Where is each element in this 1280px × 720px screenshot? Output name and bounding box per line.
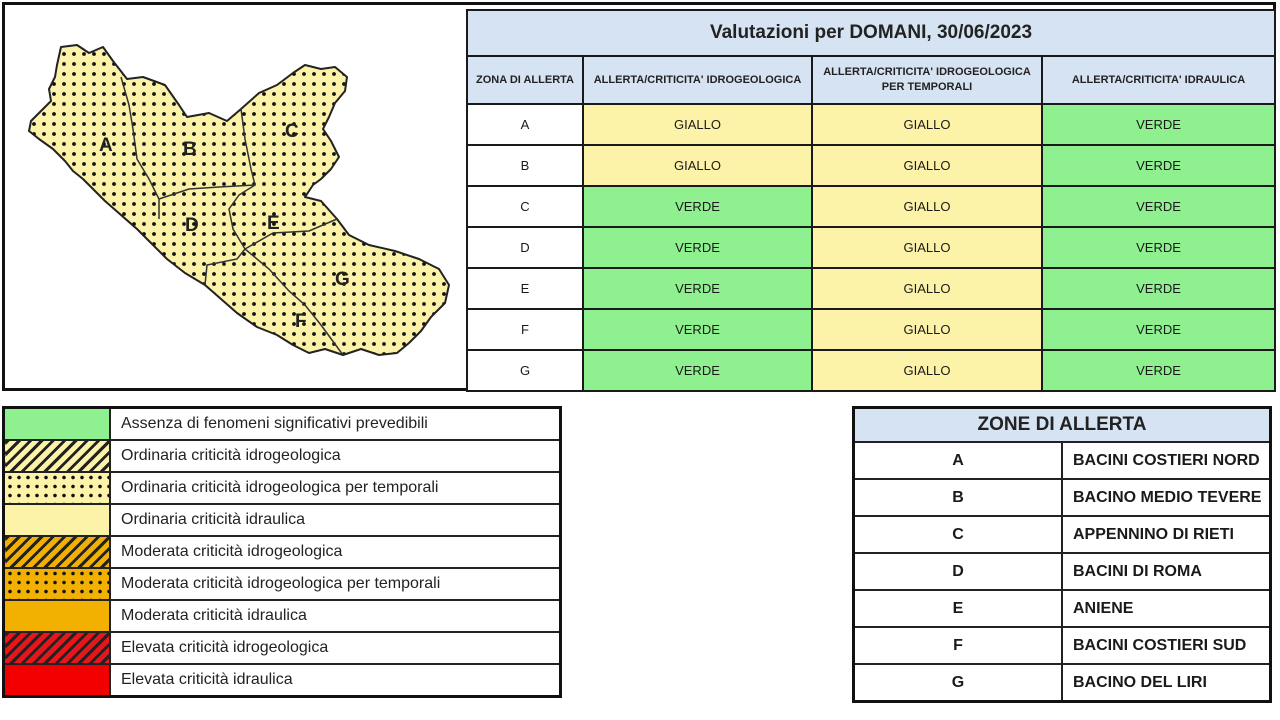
map-label-d: D xyxy=(185,215,199,236)
table-row xyxy=(467,309,1275,350)
legend-swatch-hatch-orange xyxy=(4,536,111,568)
table-row xyxy=(467,227,1275,268)
zone-row xyxy=(854,553,1271,590)
zone-row xyxy=(854,627,1271,664)
legend-swatch-orange xyxy=(4,600,111,632)
zone-letter: B xyxy=(854,479,1063,516)
cell-temporali: GIALLO xyxy=(812,268,1042,309)
zone-letter: G xyxy=(854,664,1063,702)
assessment-title: Valutazioni per DOMANI, 30/06/2023 xyxy=(467,10,1275,56)
row-zone: G xyxy=(467,350,583,391)
map-label-c: C xyxy=(285,121,299,142)
cell-idraulica: VERDE xyxy=(1042,309,1275,350)
row-zone: D xyxy=(467,227,583,268)
zone-row xyxy=(854,442,1271,479)
legend-row xyxy=(4,632,561,664)
cell-idraulica: VERDE xyxy=(1042,350,1275,391)
legend-swatch-yellow xyxy=(4,504,111,536)
assessment-panel xyxy=(2,2,1276,391)
legend-label: Elevata criticità idrogeologica xyxy=(110,632,561,664)
header-zona: ZONA DI ALLERTA xyxy=(467,56,583,104)
map-label-f: F xyxy=(295,311,307,332)
table-row xyxy=(467,145,1275,186)
zone-name: ANIENE xyxy=(1062,590,1271,627)
legend-swatch-hatch-yellow xyxy=(4,440,111,472)
zones-title: ZONE DI ALLERTA xyxy=(854,408,1271,443)
map-label-b: B xyxy=(183,139,197,160)
zone-letter: D xyxy=(854,553,1063,590)
legend-label: Moderata criticità idrogeologica xyxy=(110,536,561,568)
legend-label: Moderata criticità idraulica xyxy=(110,600,561,632)
legend-row xyxy=(4,568,561,600)
map-label-e: E xyxy=(267,213,280,234)
legend-label: Ordinaria criticità idrogeologica per temporali xyxy=(110,472,561,504)
legend-swatch-green xyxy=(4,408,111,441)
cell-idraulica: VERDE xyxy=(1042,268,1275,309)
cell-idraulica: VERDE xyxy=(1042,186,1275,227)
legend-row xyxy=(4,472,561,504)
legend-swatch-dots-orange xyxy=(4,568,111,600)
row-zone: F xyxy=(467,309,583,350)
zone-name: BACINI COSTIERI NORD xyxy=(1062,442,1271,479)
map-svg xyxy=(9,9,461,389)
legend-swatch-dots-yellow xyxy=(4,472,111,504)
legend-label: Elevata criticità idraulica xyxy=(110,664,561,697)
legend-row xyxy=(4,440,561,472)
legend-swatch-hatch-red xyxy=(4,632,111,664)
row-zone: E xyxy=(467,268,583,309)
zone-name: APPENNINO DI RIETI xyxy=(1062,516,1271,553)
cell-idrogeologica: VERDE xyxy=(583,186,812,227)
legend-row xyxy=(4,408,561,441)
table-row xyxy=(467,104,1275,145)
cell-idrogeologica: GIALLO xyxy=(583,104,812,145)
assessment-table xyxy=(466,9,1276,392)
zone-row xyxy=(854,664,1271,702)
table-row xyxy=(467,186,1275,227)
cell-temporali: GIALLO xyxy=(812,309,1042,350)
legend-row xyxy=(4,600,561,632)
header-idrogeologica: ALLERTA/CRITICITA' IDROGEOLOGICA xyxy=(583,56,812,104)
table-row xyxy=(467,268,1275,309)
row-zone: B xyxy=(467,145,583,186)
cell-idrogeologica: VERDE xyxy=(583,268,812,309)
zones-table xyxy=(852,406,1272,703)
table-row xyxy=(467,350,1275,391)
header-idraulica: ALLERTA/CRITICITA' IDRAULICA xyxy=(1042,56,1275,104)
cell-temporali: GIALLO xyxy=(812,104,1042,145)
zone-row xyxy=(854,590,1271,627)
cell-temporali: GIALLO xyxy=(812,227,1042,268)
cell-idrogeologica: VERDE xyxy=(583,309,812,350)
zone-name: BACINO DEL LIRI xyxy=(1062,664,1271,702)
zone-name: BACINI DI ROMA xyxy=(1062,553,1271,590)
legend-row xyxy=(4,536,561,568)
cell-idrogeologica: GIALLO xyxy=(583,145,812,186)
zone-row xyxy=(854,479,1271,516)
zone-row xyxy=(854,516,1271,553)
legend-label: Ordinaria criticità idrogeologica xyxy=(110,440,561,472)
zone-letter: C xyxy=(854,516,1063,553)
zone-letter: A xyxy=(854,442,1063,479)
cell-idraulica: VERDE xyxy=(1042,145,1275,186)
cell-temporali: GIALLO xyxy=(812,186,1042,227)
legend-label: Ordinaria criticità idraulica xyxy=(110,504,561,536)
cell-temporali: GIALLO xyxy=(812,145,1042,186)
map-label-g: G xyxy=(335,269,350,290)
legend-row xyxy=(4,664,561,697)
zone-letter: E xyxy=(854,590,1063,627)
cell-idraulica: VERDE xyxy=(1042,227,1275,268)
legend-row xyxy=(4,504,561,536)
row-zone: C xyxy=(467,186,583,227)
legend-swatch-red xyxy=(4,664,111,697)
header-temporali: ALLERTA/CRITICITA' IDROGEOLOGICA PER TEMPORALI xyxy=(812,56,1042,104)
legend-table xyxy=(2,406,562,698)
cell-idrogeologica: VERDE xyxy=(583,227,812,268)
zone-letter: F xyxy=(854,627,1063,664)
lazio-alert-map xyxy=(9,9,461,389)
cell-idrogeologica: VERDE xyxy=(583,350,812,391)
legend-label: Moderata criticità idrogeologica per temporali xyxy=(110,568,561,600)
zone-name: BACINO MEDIO TEVERE xyxy=(1062,479,1271,516)
zone-name: BACINI COSTIERI SUD xyxy=(1062,627,1271,664)
lazio-region-outline xyxy=(29,45,449,355)
row-zone: A xyxy=(467,104,583,145)
legend-label: Assenza di fenomeni significativi prevedibili xyxy=(110,408,561,441)
map-label-a: A xyxy=(99,135,113,156)
cell-temporali: GIALLO xyxy=(812,350,1042,391)
cell-idraulica: VERDE xyxy=(1042,104,1275,145)
